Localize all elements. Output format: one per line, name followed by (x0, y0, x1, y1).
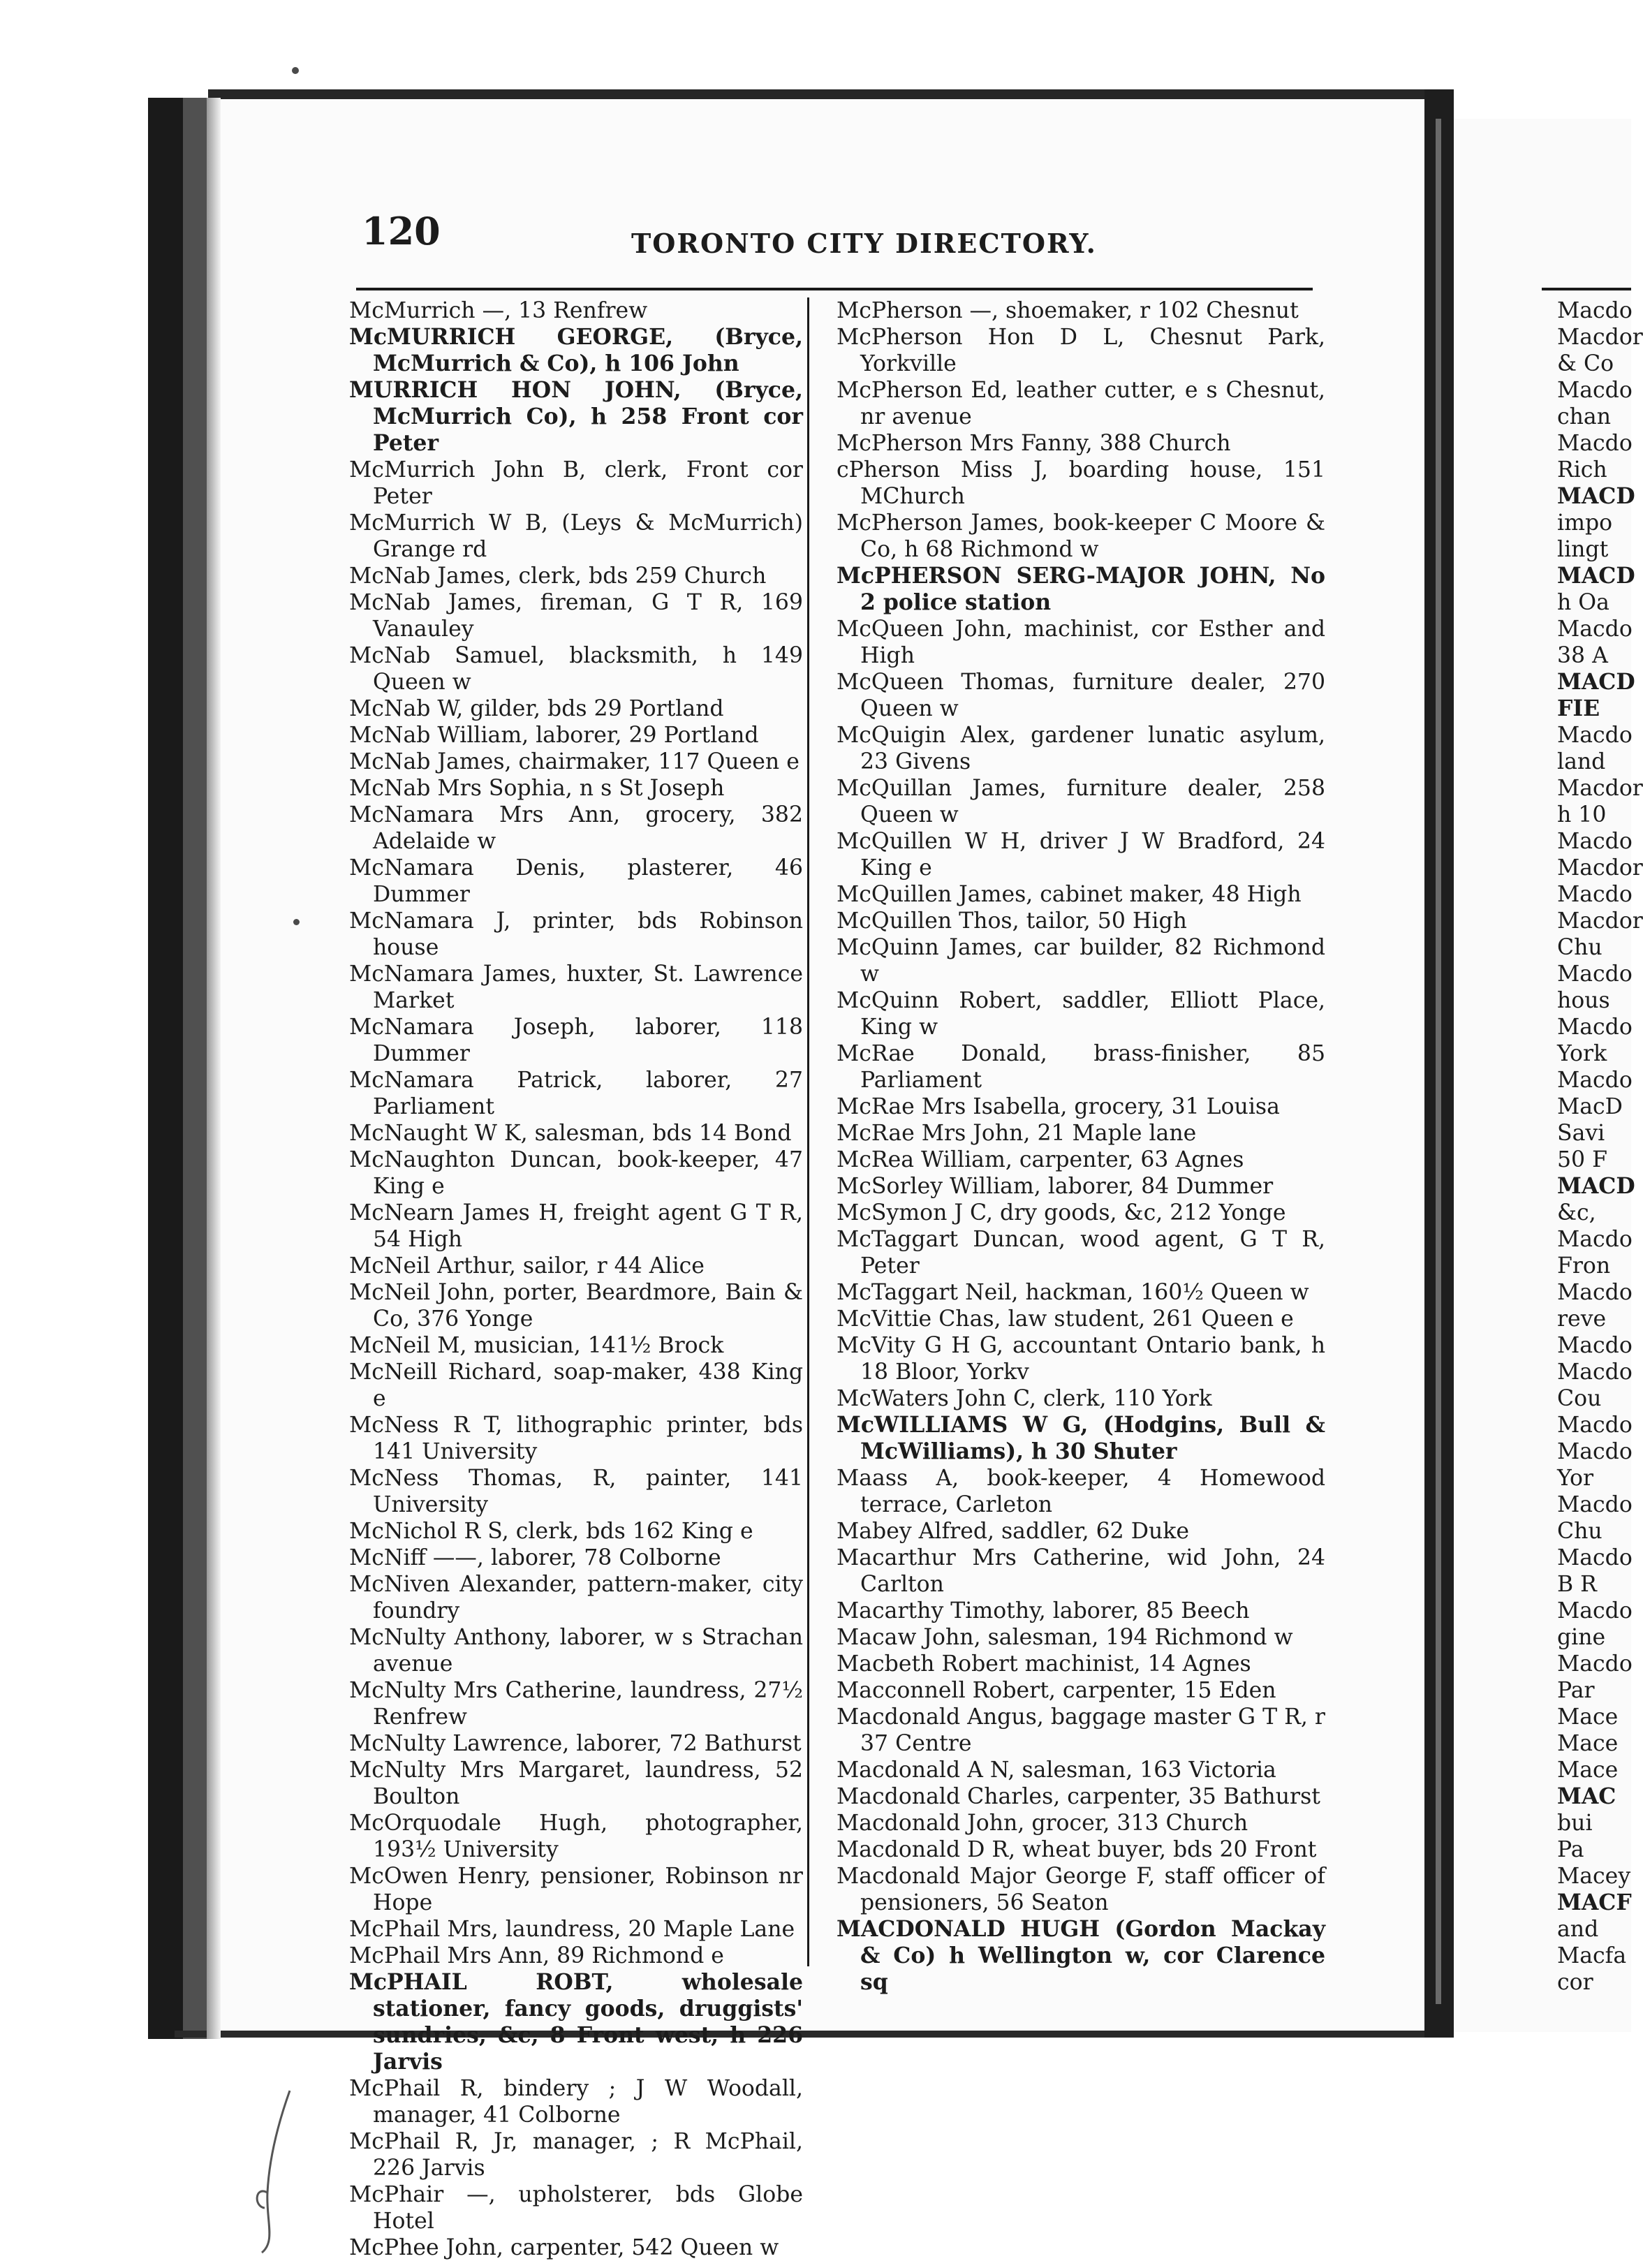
directory-entry: McRea William, carpenter, 63 Agnes (837, 1147, 1244, 1172)
directory-entry: McNaught W K, salesman, bds 14 Bond (349, 1121, 792, 1146)
page-top-edge (208, 89, 1427, 99)
directory-entry: McNulty Mrs Catherine, laundress, 27½ Renfrew (349, 1678, 803, 1730)
directory-entry: Macdo (1557, 1439, 1633, 1464)
directory-entry: McMurrich John B, clerk, Front cor Peter (349, 457, 803, 509)
directory-entry: McSorley William, laborer, 84 Dummer (837, 1174, 1274, 1199)
directory-entry: Macdo (1557, 1413, 1633, 1438)
directory-entry: Macdo (1557, 617, 1633, 642)
directory-entry: McVity G H G, accountant Ontario bank, h 18 Bloor, Yorkv (837, 1333, 1325, 1385)
directory-entry: Macfa (1557, 1943, 1627, 1968)
directory-entry: McSymon J C, dry goods, &c, 212 Yonge (837, 1200, 1286, 1225)
directory-entry: Macdonald John, grocer, 313 Church (837, 1811, 1248, 1836)
directory-entry: Macdor (1557, 776, 1643, 801)
directory-entry: bui (1557, 1811, 1593, 1836)
directory-entry: MACD (1557, 669, 1635, 695)
directory-entry: McNess R T, lithographic printer, bds 141 University (349, 1413, 803, 1464)
directory-entry: Macdo (1557, 298, 1633, 323)
directory-entry: McVittie Chas, law student, 261 Queen e (837, 1306, 1294, 1332)
directory-entry: McPherson —, shoemaker, r 102 Chesnut (837, 298, 1299, 323)
directory-entry: McPHERSON SERG-MAJOR JOHN, No 2 police station (837, 563, 1325, 615)
directory-entry: Macdo (1557, 1545, 1633, 1570)
directory-entry: McPhail R, bindery ; J W Woodall, manager, 41 Colborne (349, 2076, 803, 2128)
directory-entry: Macbeth Robert machinist, 14 Agnes (837, 1651, 1251, 1677)
directory-entry: McOwen Henry, pensioner, Robinson nr Hope (349, 1864, 803, 1915)
directory-entry: MACF (1557, 1890, 1632, 1915)
directory-entry: hous (1557, 988, 1610, 1013)
directory-entry: McPhail R, Jr, manager, ; R McPhail, 226 Jarvis (349, 2129, 803, 2181)
directory-entry: &c, (1557, 1200, 1596, 1225)
directory-entry: McNab James, fireman, G T R, 169 Vanauley (349, 590, 803, 642)
directory-entry: impo (1557, 510, 1613, 536)
directory-entry: MAC (1557, 1783, 1616, 1809)
column-divider (807, 297, 809, 1966)
directory-entry: Par (1557, 1678, 1595, 1703)
directory-entry: McNeil John, porter, Beardmore, Bain & Co, 376 Yonge (349, 1280, 803, 1332)
directory-entry: McNab Mrs Sophia, n s St Joseph (349, 776, 725, 801)
directory-entry: McQuinn James, car builder, 82 Richmond w (837, 935, 1325, 987)
directory-entry: lingt (1557, 537, 1609, 562)
directory-entry: gine (1557, 1625, 1606, 1650)
directory-entry: McNulty Mrs Margaret, laundress, 52 Boulton (349, 1758, 803, 1809)
directory-entry: McQuinn Robert, saddler, Elliott Place, King w (837, 988, 1325, 1040)
directory-entry: Macdo (1557, 1360, 1633, 1385)
directory-entry: McNamara J, printer, bds Robinson house (349, 908, 803, 960)
directory-entry: McRae Mrs Isabella, grocery, 31 Louisa (837, 1094, 1280, 1119)
directory-entry: McNearn James H, freight agent G T R, 54 High (349, 1200, 803, 1252)
directory-entry: cor (1557, 1970, 1593, 1995)
directory-entry: land (1557, 749, 1606, 774)
directory-entry: Maass A, book-keeper, 4 Homewood terrace, Carleton (837, 1466, 1325, 1517)
directory-entry: McNamara Joseph, laborer, 118 Dummer (349, 1015, 803, 1066)
directory-entry: McOrquodale Hugh, photographer, 193½ University (349, 1811, 803, 1862)
directory-entry: Macdonald Major George F, staff officer of pensioners, 56 Seaton (837, 1864, 1325, 1915)
directory-entry: Macdo (1557, 1333, 1633, 1358)
directory-entry: Mace (1557, 1731, 1619, 1756)
directory-entry: Savi (1557, 1121, 1605, 1146)
directory-entry: McWaters John C, clerk, 110 York (837, 1386, 1212, 1411)
directory-entry: Yor (1557, 1466, 1594, 1491)
directory-entry: McQueen Thomas, furniture dealer, 270 Queen w (837, 670, 1325, 721)
ink-speck (293, 919, 300, 925)
directory-entry: Macdo (1557, 1492, 1633, 1517)
directory-entry: Macdonald D R, wheat buyer, bds 20 Front (837, 1837, 1317, 1862)
gutter-highlight (1436, 119, 1441, 2004)
directory-entry: Macconnell Robert, carpenter, 15 Eden (837, 1678, 1276, 1703)
header-rule (356, 288, 1313, 290)
directory-entry: McRae Mrs John, 21 Maple lane (837, 1121, 1197, 1146)
directory-entry: Macarthy Timothy, laborer, 85 Beech (837, 1598, 1250, 1623)
directory-entry: Macey (1557, 1864, 1631, 1889)
directory-entry: MACDONALD HUGH (Gordon Mackay & Co) h Wellington w, cor Clarence sq (837, 1916, 1325, 1995)
running-head: TORONTO CITY DIRECTORY. (631, 228, 1097, 259)
book-spine (183, 98, 208, 2039)
directory-entry: McTaggart Duncan, wood agent, G T R, Peter (837, 1227, 1325, 1279)
directory-entry: McQuillen James, cabinet maker, 48 High (837, 882, 1302, 907)
directory-entry: Macdor (1557, 908, 1643, 934)
directory-entry: Macdonald Charles, carpenter, 35 Bathurst (837, 1784, 1320, 1809)
directory-entry: Mace (1557, 1758, 1619, 1783)
directory-entry: McPhail Mrs, laundress, 20 Maple Lane (349, 1917, 795, 1942)
directory-entry: & Co (1557, 351, 1614, 376)
directory-entry: McTaggart Neil, hackman, 160½ Queen w (837, 1280, 1309, 1305)
directory-entry: McNab W, gilder, bds 29 Portland (349, 696, 724, 721)
directory-entry: MACD (1557, 563, 1635, 589)
directory-entry: Macaw John, salesman, 194 Richmond w (837, 1625, 1293, 1650)
directory-entry: Macdo (1557, 378, 1633, 403)
directory-entry: Macdo (1557, 1651, 1633, 1677)
directory-entry: Macdo (1557, 1068, 1633, 1093)
directory-entry: McMurrich —, 13 Renfrew (349, 298, 648, 323)
directory-entry: Macdo (1557, 962, 1633, 987)
directory-entry: Macdo (1557, 1227, 1633, 1252)
directory-entry: McQuigin Alex, gardener lunatic asylum, 23 Givens (837, 723, 1325, 774)
directory-entry: Fron (1557, 1253, 1611, 1279)
next-page-column (1557, 297, 1643, 1996)
directory-entry: Chu (1557, 1519, 1603, 1544)
directory-entry: McNess Thomas, R, painter, 141 University (349, 1466, 803, 1517)
directory-entry: McRae Donald, brass-finisher, 85 Parliament (837, 1041, 1325, 1093)
directory-entry: cPherson Miss J, boarding house, 151 MChurch (837, 457, 1325, 509)
directory-entry: Macarthur Mrs Catherine, wid John, 24 Carlton (837, 1545, 1325, 1597)
directory-entry: McNichol R S, clerk, bds 162 King e (349, 1519, 753, 1544)
directory-entry: McWILLIAMS W G, (Hodgins, Bull & McWilliams), h 30 Shuter (837, 1412, 1325, 1464)
directory-entry: McPhail Mrs Ann, 89 Richmond e (349, 1943, 724, 1968)
page-gutter-shading (207, 98, 221, 2039)
directory-entry: Macdonald Angus, baggage master G T R, r 37 Centre (837, 1704, 1325, 1756)
directory-entry: McNeil M, musician, 141½ Brock (349, 1333, 724, 1358)
ink-speck (292, 67, 299, 74)
directory-entry: McQuillen Thos, tailor, 50 High (837, 908, 1187, 934)
directory-entry: Macdor (1557, 855, 1643, 881)
directory-entry: McPHAIL ROBT, wholesale stationer, fancy goods, druggists' sundries, &c, 8 Front west, h 226 Jarvis (349, 1969, 803, 2075)
page-number: 120 (362, 209, 441, 253)
directory-entry: Mabey Alfred, saddler, 62 Duke (837, 1519, 1189, 1544)
directory-entry: McPherson James, book-keeper C Moore & Co, h 68 Richmond w (837, 510, 1325, 562)
directory-entry: Macdo (1557, 723, 1633, 748)
directory-entry: McNamara Mrs Ann, grocery, 382 Adelaide w (349, 802, 803, 854)
directory-entry: McPhee John, carpenter, 542 Queen w (349, 2235, 779, 2260)
directory-entry: MacD (1557, 1094, 1623, 1119)
directory-entry: McNab Samuel, blacksmith, h 149 Queen w (349, 643, 803, 695)
directory-entry: McNab William, laborer, 29 Portland (349, 723, 759, 748)
directory-entry: 50 F (1557, 1147, 1607, 1172)
directory-entry: McMURRICH GEORGE, (Bryce, McMurrich & Co), h 106 John (349, 324, 803, 376)
directory-entry: Macdo (1557, 431, 1633, 456)
directory-entry: McNiven Alexander, pattern-maker, city foundry (349, 1572, 803, 1623)
directory-entry: McPhair —, upholsterer, bds Globe Hotel (349, 2182, 803, 2234)
directory-entry: McNulty Lawrence, laborer, 72 Bathurst (349, 1731, 802, 1756)
directory-entry: McQueen John, machinist, cor Esther and High (837, 617, 1325, 668)
directory-entry: FIE (1557, 695, 1600, 721)
directory-entry: McPherson Hon D L, Chesnut Park, Yorkville (837, 325, 1325, 376)
directory-entry: and (1557, 1917, 1599, 1942)
directory-entry: McNamara James, huxter, St. Lawrence Market (349, 962, 803, 1013)
directory-entry: McQuillan James, furniture dealer, 258 Queen w (837, 776, 1325, 827)
directory-entry: McMurrich W B, (Leys & McMurrich) Grange rd (349, 510, 803, 562)
directory-entry: Macdo (1557, 1015, 1633, 1040)
directory-entry: reve (1557, 1306, 1607, 1332)
directory-entry: York (1557, 1041, 1607, 1066)
directory-entry: McNab James, clerk, bds 259 Church (349, 564, 767, 589)
directory-entry: MACD (1557, 483, 1635, 509)
directory-entry: Macdo (1557, 1598, 1633, 1623)
directory-entry: 38 A (1557, 643, 1608, 668)
directory-entry: Macdo (1557, 1280, 1633, 1305)
left-directory-column (349, 297, 803, 2261)
directory-entry: McNeil Arthur, sailor, r 44 Alice (349, 1253, 705, 1279)
directory-entry: McPherson Mrs Fanny, 388 Church (837, 431, 1231, 456)
directory-entry: Macdo (1557, 882, 1633, 907)
directory-entry: McNamara Patrick, laborer, 27 Parliament (349, 1068, 803, 1119)
pencil-mark (248, 2088, 297, 2255)
directory-entry: McNaughton Duncan, book-keeper, 47 King e (349, 1147, 803, 1199)
directory-entry: Macdo (1557, 829, 1633, 854)
directory-entry: Macdor (1557, 325, 1643, 350)
directory-entry: Cou (1557, 1386, 1602, 1411)
next-page-header-rule (1542, 288, 1631, 290)
directory-entry: McNamara Denis, plasterer, 46 Dummer (349, 855, 803, 907)
directory-entry: McNiff ——, laborer, 78 Colborne (349, 1545, 721, 1570)
right-directory-column (837, 297, 1325, 1996)
directory-entry: McPherson Ed, leather cutter, e s Chesnut, nr avenue (837, 378, 1325, 429)
directory-entry: McNeill Richard, soap-maker, 438 King e (349, 1360, 803, 1411)
directory-entry: Macdonald A N, salesman, 163 Victoria (837, 1758, 1276, 1783)
directory-entry: h Oa (1557, 590, 1609, 615)
directory-entry: MACD (1557, 1173, 1635, 1199)
directory-entry: chan (1557, 404, 1611, 429)
directory-entry: McQuillen W H, driver J W Bradford, 24 King e (837, 829, 1325, 881)
directory-entry: McNulty Anthony, laborer, w s Strachan avenue (349, 1625, 803, 1677)
directory-entry: Mace (1557, 1704, 1619, 1730)
directory-entry: Chu (1557, 935, 1603, 960)
directory-entry: B R (1557, 1572, 1597, 1597)
directory-entry: Rich (1557, 457, 1607, 483)
directory-entry: MURRICH HON JOHN, (Bryce, McMurrich Co), h 258 Front cor Peter (349, 377, 803, 456)
directory-entry: McNab James, chairmaker, 117 Queen e (349, 749, 800, 774)
directory-entry: h 10 (1557, 802, 1607, 827)
directory-entry: Pa (1557, 1837, 1584, 1862)
